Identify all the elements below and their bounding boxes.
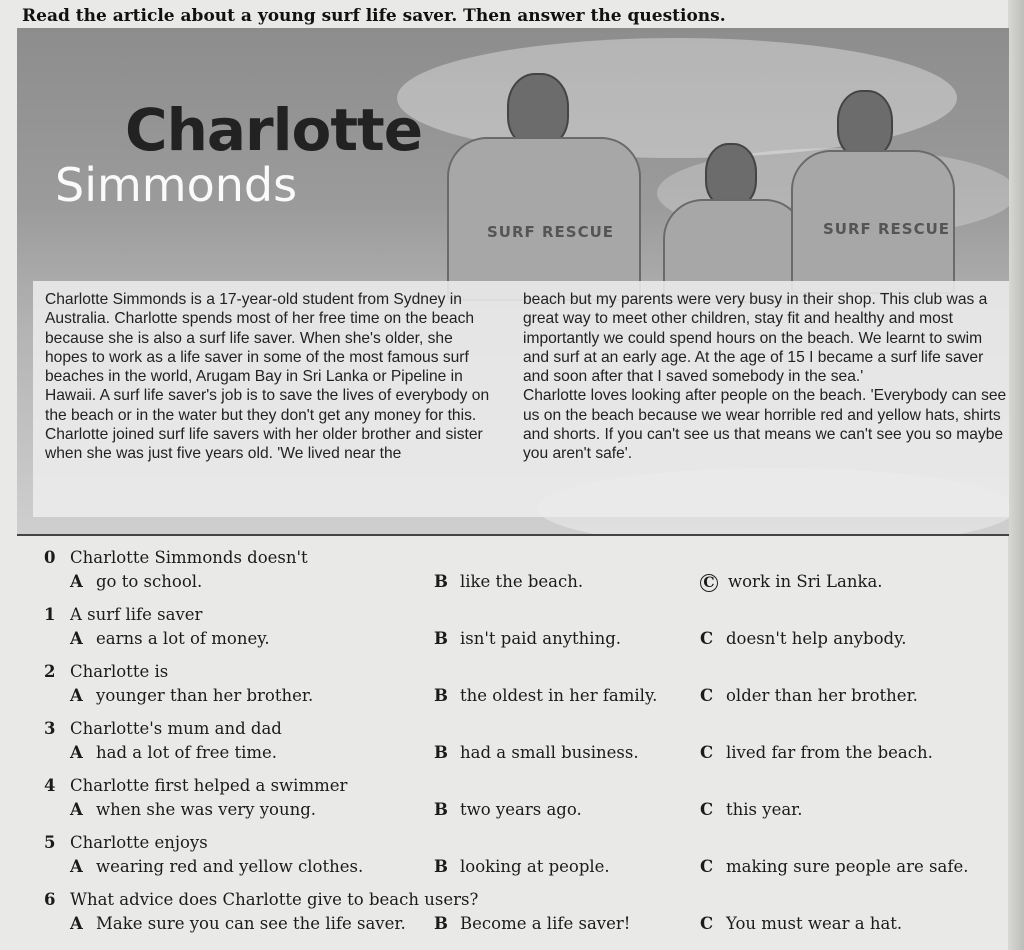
question-stem: Charlotte enjoys [70,833,208,852]
option-b[interactable]: B the oldest in her family. [434,686,658,705]
option-b[interactable]: B looking at people. [434,857,610,876]
question-stem: Charlotte first helped a swimmer [70,776,348,795]
question-number: 5 [44,833,56,852]
option-a[interactable]: A wearing red and yellow clothes. [70,857,364,876]
option-c[interactable]: C You must wear a hat. [700,914,903,933]
lifesaver-photo-woman [657,143,807,293]
circled-answer-mark: C [700,574,718,592]
lifesaver-photo-man-right: SURF RESCUE [787,90,957,290]
question-item [0,890,1008,947]
option-b[interactable]: B like the beach. [434,572,584,591]
option-b[interactable]: B isn't paid anything. [434,629,622,648]
page-edge [1008,0,1024,950]
option-c[interactable]: C making sure people are safe. [700,857,969,876]
instruction-heading: Read the article about a young surf life saver. Then answer the questions. [22,6,726,26]
question-item [0,776,1008,833]
question-item [0,833,1008,890]
question-stem: What advice does Charlotte give to beach users? [70,890,479,909]
option-c[interactable]: C doesn't help anybody. [700,629,907,648]
article-paragraph: Charlotte loves looking after people on the beach. 'Everybody can see us on the beach because we wear horrible red and yellow hats, shirts and shorts. If you can't see us that means we can't see you so maybe you aren't safe'. [523,387,1007,463]
question-number: 3 [44,719,56,738]
option-c-selected[interactable]: C work in Sri Lanka. [700,572,883,592]
question-item [0,662,1008,719]
option-a[interactable]: A younger than her brother. [70,686,314,705]
question-item [0,548,1008,605]
option-c[interactable]: C lived far from the beach. [700,743,933,762]
option-c[interactable]: C this year. [700,800,803,819]
question-stem: Charlotte Simmonds doesn't [70,548,308,567]
option-a[interactable]: A had a lot of free time. [70,743,278,762]
article-title-last: Simmonds [55,158,298,212]
question-item [0,605,1008,662]
question-stem: Charlotte's mum and dad [70,719,282,738]
question-number: 4 [44,776,56,795]
article-right-column [523,290,1009,464]
option-b[interactable]: B two years ago. [434,800,582,819]
lifesaver-photo-man: SURF RESCUE [427,73,657,293]
article-text-box [33,281,1009,517]
article-left-column [45,290,497,464]
option-a[interactable]: A Make sure you can see the life saver. [70,914,406,933]
article-paragraph: beach but my parents were very busy in their shop. This club was a great way to meet other children, stay fit and healthy and most importantly we could spend hours on the beach. We learnt to swim and surf at an early age. At the age of 15 I became a surf life saver and soon after that I saved somebody in the sea.' [523,291,988,386]
option-b[interactable]: B had a small business. [434,743,639,762]
option-a[interactable]: A when she was very young. [70,800,317,819]
question-number: 6 [44,890,56,909]
question-item [0,719,1008,776]
question-stem: Charlotte is [70,662,169,681]
article-paragraph: Charlotte Simmonds is a 17-year-old student from Sydney in Australia. Charlotte spends most of her free time on the beach because she is also a surf life saver. When she's older, she hopes to work as a life saver in some of the most famous surf beaches in the world, Arugam Bay in Sri Lanka or Pipeline in Hawaii. A surf life saver's job is to save the lives of everybody on the beach or in the water but they don't get any money for this. [45,291,490,424]
question-stem: A surf life saver [70,605,203,624]
article-title-first: Charlotte [125,96,423,164]
option-c[interactable]: C older than her brother. [700,686,918,705]
question-number: 1 [44,605,56,624]
option-b[interactable]: B Become a life saver! [434,914,631,933]
question-number: 2 [44,662,56,681]
article-paragraph: Charlotte joined surf life savers with her older brother and sister when she was just five years old. 'We lived near the [45,426,483,463]
option-a[interactable]: A go to school. [70,572,203,591]
question-number: 0 [44,548,56,567]
article-panel [17,28,1009,536]
option-a[interactable]: A earns a lot of money. [70,629,270,648]
